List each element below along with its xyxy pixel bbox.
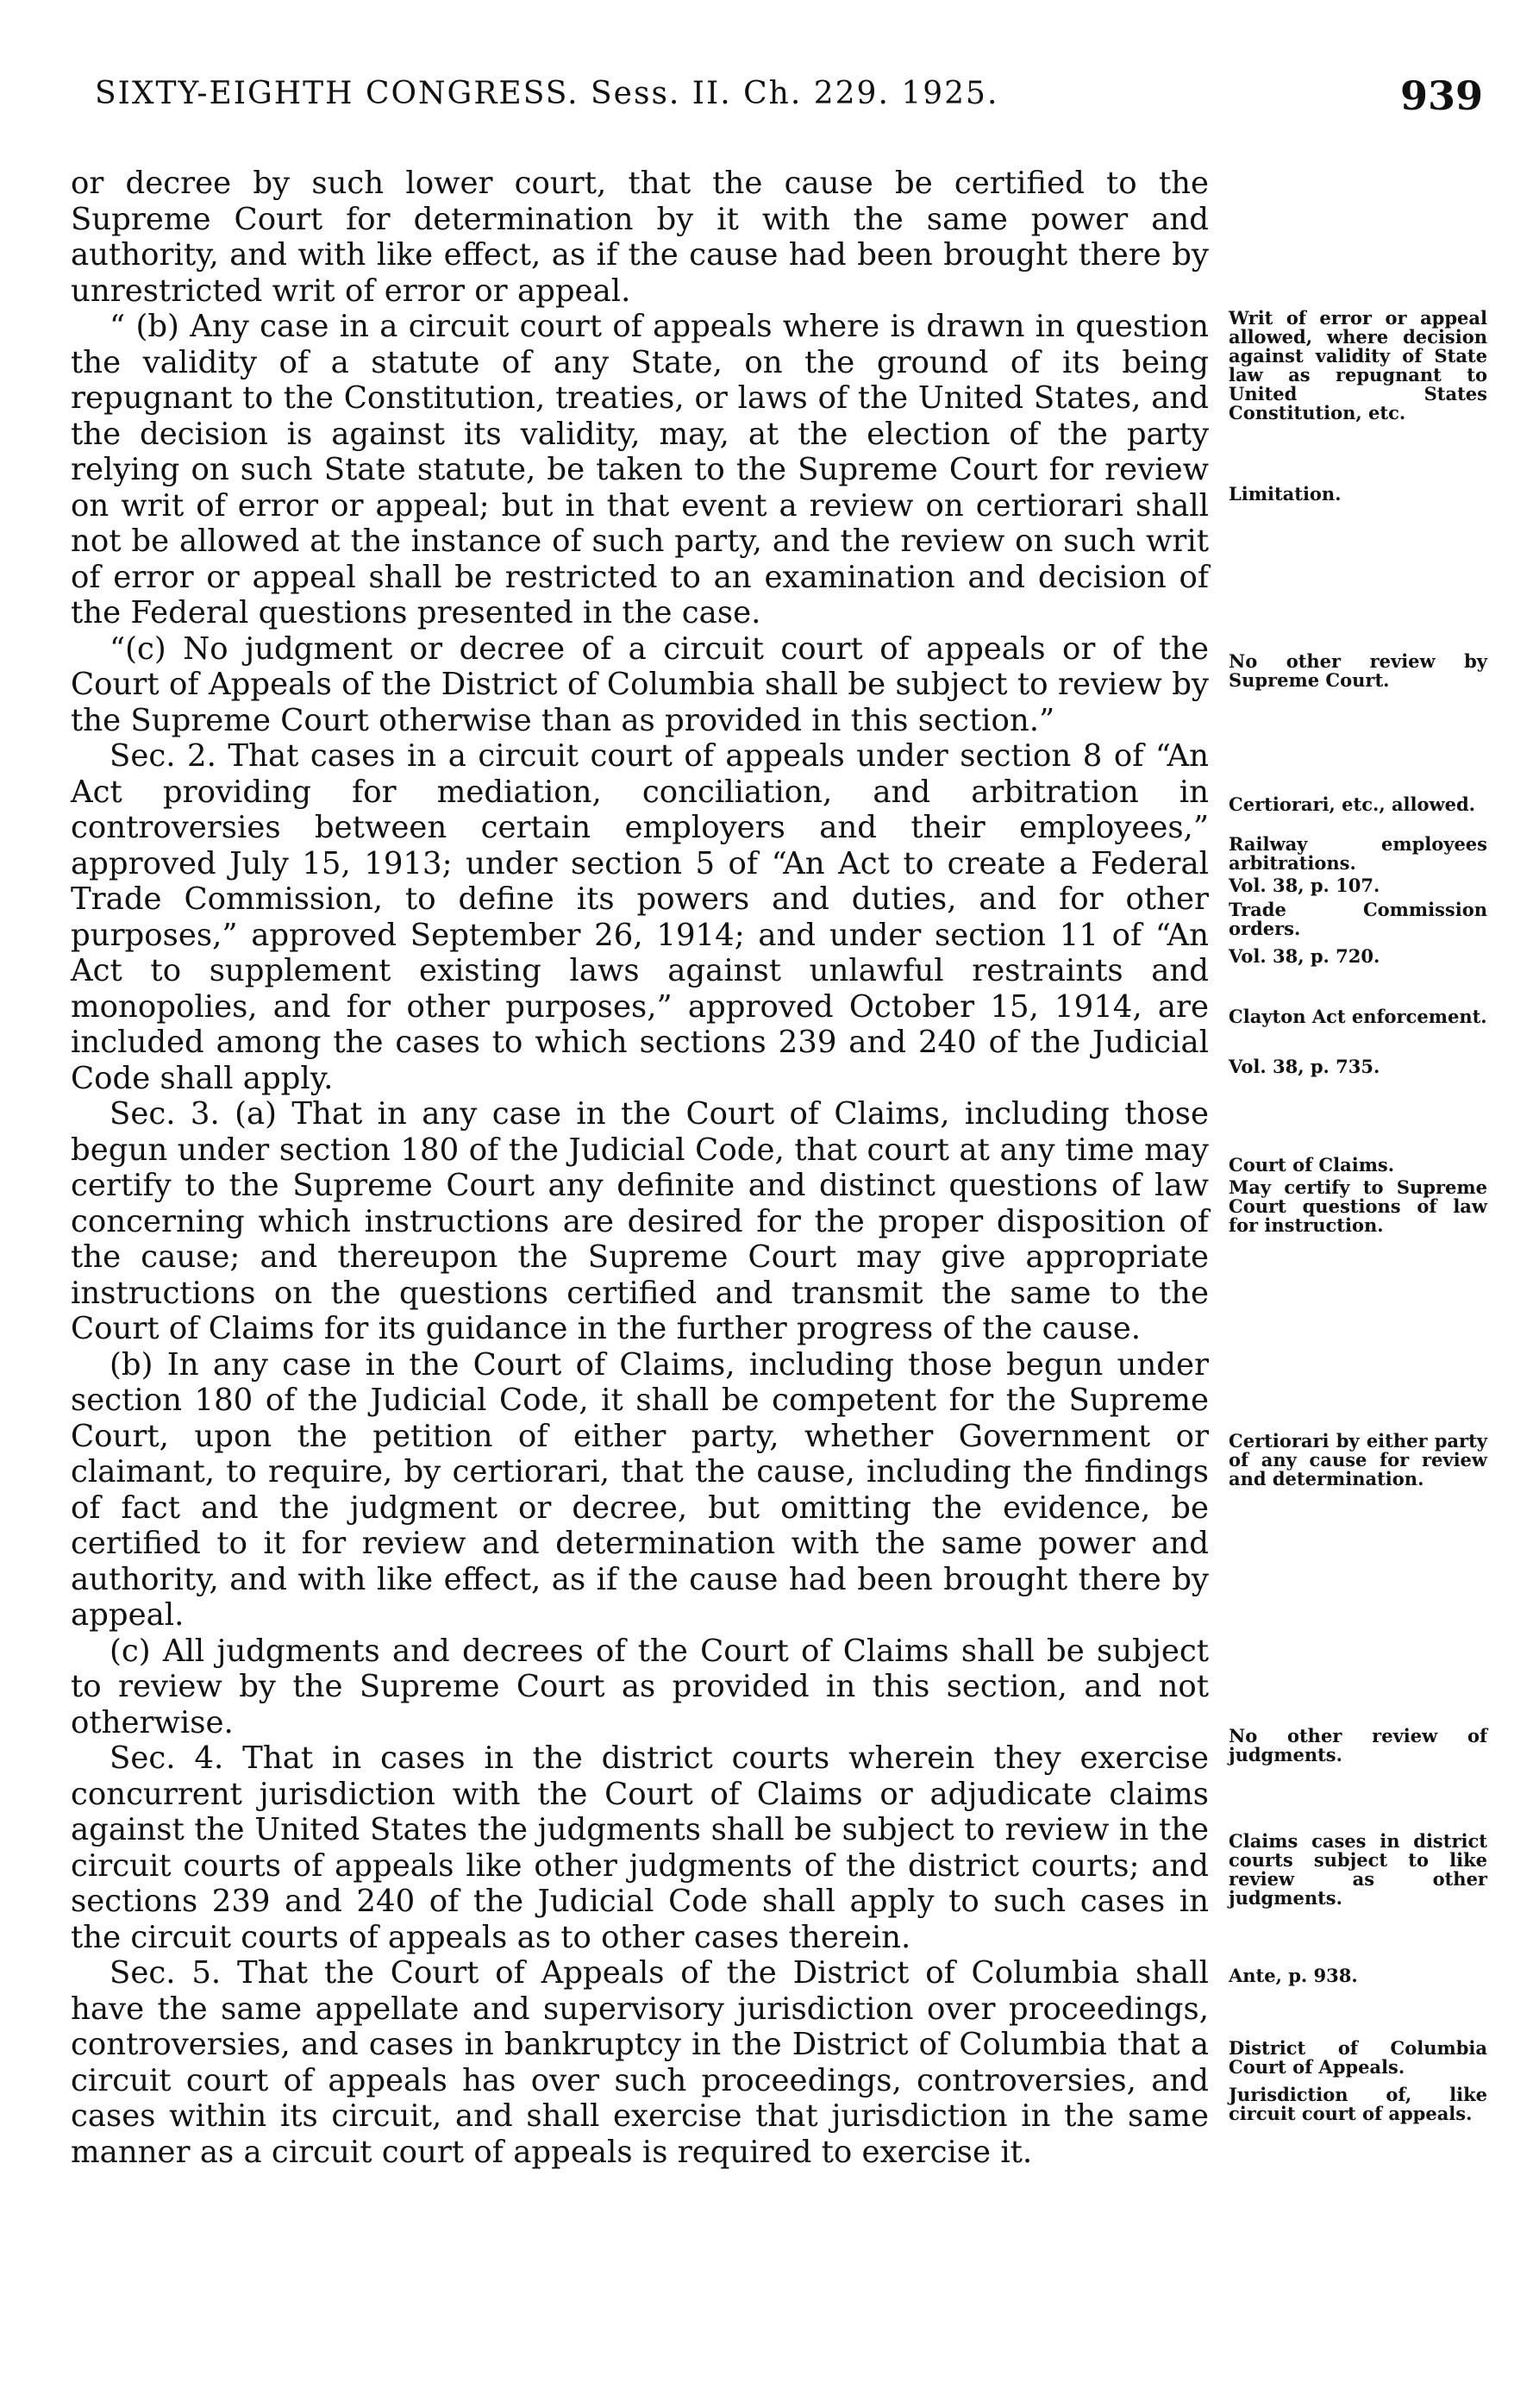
main-text <box>71 166 1209 2170</box>
margin-note-may-certify: May certify to Supreme Court questions of law for instruction. <box>1229 1176 1487 1236</box>
paragraph-sec-3c: (c) All judgments and decrees of the Court of Claims shall be subject to review by the Supreme Court as provided in this section, and not otherwise. <box>71 1633 1209 1740</box>
paragraph-sec-5: Sec. 5. That the Court of Appeals of the District of Columbia shall have the same appellate and supervisory jurisdiction over proceedings, controversies, and cases in bankruptcy in the District of Columbia that a circuit court of appeals has over such proceedings, controversies, and cases within its circuit, and shall exercise that jurisdiction in the same manner as a circuit court of appeals is required to exercise it. <box>71 1955 1209 2170</box>
running-header <box>95 72 1483 136</box>
margin-note-railway: Railway employees arbitrations. <box>1229 833 1487 874</box>
margin-note-vol-38-735: Vol. 38, p. 735. <box>1229 1056 1380 1077</box>
header-title: SIXTY-EIGHTH CONGRESS. Sess. II. Ch. 229. 1925. <box>95 76 999 111</box>
margin-note-dc-court: District of Columbia Court of Appeals. <box>1229 2037 1487 2078</box>
margin-note-court-of-claims: Court of Claims. <box>1229 1154 1395 1176</box>
margin-note-claims-cases: Claims cases in district courts subject to like review as other judgments. <box>1229 1830 1487 1909</box>
margin-note-ante-938: Ante, p. 938. <box>1229 1965 1358 1986</box>
margin-note-certiorari-allowed: Certiorari, etc., allowed. <box>1229 793 1475 815</box>
margin-note-no-other-review-judgments: No other review of judgments. <box>1229 1725 1487 1765</box>
margin-note-certiorari-either: Certiorari by either party of any cause for review and determination. <box>1229 1430 1487 1489</box>
margin-note-jurisdiction: Jurisdiction of, like circuit court of appeals. <box>1229 2084 1487 2124</box>
margin-note-limitation: Limitation. <box>1229 483 1342 505</box>
paragraph-sec-3a: Sec. 3. (a) That in any case in the Court of Claims, including those begun under section 180 of the Judicial Code, that court at any time may certify to the Supreme Court any definite and distinct questions of law concerning which instructions are desired for the proper disposition of the cause; and thereupon the Supreme Court may give appropriate instructions on the questions certified and transmit the same to the Court of Claims for its guidance in the further progress of the cause. <box>71 1096 1209 1346</box>
margin-note-vol-38-720: Vol. 38, p. 720. <box>1229 945 1380 967</box>
paragraph-sec-4: Sec. 4. That in cases in the district courts wherein they exercise concurrent jurisdiction with the Court of Claims or adjudicate claims against the United States the judgments shall be subject to review in the circuit courts of appeals like other judgments of the district courts; and sections 239 and 240 of the Judicial Code shall apply to such cases in the circuit courts of appeals as to other cases therein. <box>71 1740 1209 1955</box>
page-number: 939 <box>1399 72 1483 119</box>
paragraph-sec-2: Sec. 2. That cases in a circuit court of appeals under section 8 of “An Act providing for mediation, conciliation, and arbitration in controversies between certain employers and their employees,” approved July 15, 1913; under section 5 of “An Act to create a Federal Trade Commission, to define its powers and duties, and for other purposes,” approved September 26, 1914; and under section 11 of “An Act to supplement existing laws against unlawful restraints and monopolies, and for other purposes,” approved October 15, 1914, are included among the cases to which sections 239 and 240 of the Judicial Code shall apply. <box>71 738 1209 1096</box>
paragraph-c: “(c) No judgment or decree of a circuit court of appeals or of the Court of Appeals of the District of Columbia shall be subject to review by the Supreme Court otherwise than as provided in this section.” <box>71 630 1209 738</box>
margin-note-clayton-act: Clayton Act enforcement. <box>1229 1006 1487 1027</box>
paragraph-continuation: or decree by such lower court, that the cause be certified to the Supreme Court for determination by it with the same power and authority, and with like effect, as if the cause had been brought there by unrestricted writ of error or appeal. <box>71 166 1209 309</box>
paragraph-sec-3b: (b) In any case in the Court of Claims, including those begun under section 180 of the Judicial Code, it shall be competent for the Supreme Court, upon the petition of either party, whether Government or claimant, to require, by certiorari, that the cause, including the findings of fact and the judgment or decree, but omitting the evidence, be certified to it for review and determination with the same power and authority, and with like effect, as if the cause had been brought there by appeal. <box>71 1346 1209 1633</box>
margin-note-no-other-review: No other review by Supreme Court. <box>1229 650 1487 691</box>
margin-note-vol-38-107: Vol. 38, p. 107. <box>1229 875 1380 896</box>
margin-note-trade-commission: Trade Commission orders. <box>1229 899 1487 939</box>
paragraph-b: “ (b) Any case in a circuit court of appeals where is drawn in question the validity of a statute of any State, on the ground of its being repugnant to the Constitution, treaties, or laws of the United States, and the decision is against its validity, may, at the election of the party relying on such State statute, be taken to the Supreme Court for review on writ of error or appeal; but in that event a review on certiorari shall not be allowed at the instance of such party, and the review on such writ of error or appeal shall be restricted to an examination and decision of the Federal questions presented in the case. <box>71 309 1209 630</box>
margin-note-writ-of-error: Writ of error or appeal allowed, where decision against validity of State law as repugnant to United States Constitution, etc. <box>1229 307 1487 423</box>
